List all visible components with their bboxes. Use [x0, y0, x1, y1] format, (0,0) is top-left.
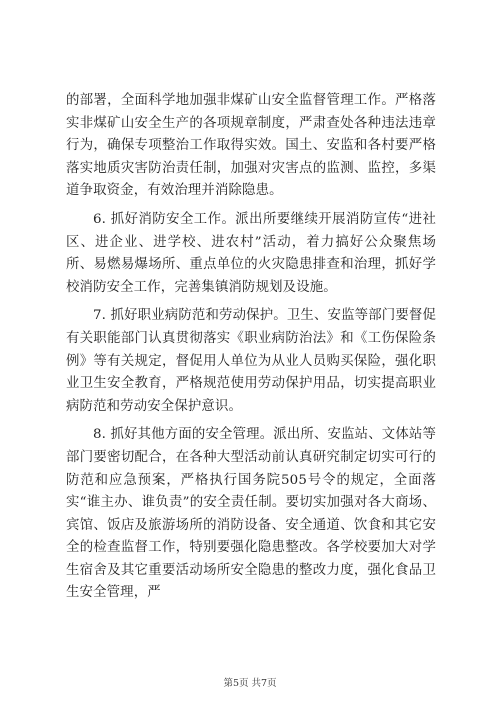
paragraph-mining-safety: 的部署，全面科学地加强非煤矿山安全监督管理工作。严格落实非煤矿山安全生产的各项规章制度，严肃查处各种违法违章行为，确保专项整治工作取得实效。国土、安监和各村要严格落实地质灾害防治责任制，加强对灾害点的监测、监控，多渠道争取资金，有效治理并消除隐患。	[66, 93, 436, 199]
document-body	[66, 90, 436, 611]
page-number-footer: 第5页 共7页	[223, 678, 277, 689]
paragraph-fire-safety: 6. 抓好消防安全工作。派出所要继续开展消防宣传“进社区、进企业、进学校、进农村”活动，着力搞好公众聚焦场所、易燃易爆场所、重点单位的火灾隐患排查和治理，抓好学校消防安全工作，完善集镇消防规划及设施。	[66, 211, 436, 295]
paragraph-occupational-health: 7. 抓好职业病防范和劳动保护。卫生、安监等部门要督促有关职能部门认真贯彻落实《职业病防治法》和《工伤保险条例》等有关规定，督促用人单位为从业人员购买保险，强化职业卫生安全教育，严格规范使用劳动保护用品，切实提高职业病防范和劳动安全保护意识。	[66, 308, 436, 414]
paragraph-other-safety: 8. 抓好其他方面的安全管理。派出所、安监站、文体站等部门要密切配合，在各种大型活动前认真研究制定切实可行的防范和应急预案，严格执行国务院505号令的规定，全面落实“谁主办、谁负责”的安全责任制。要切实加强对各大商场、宾馆、饭店及旅游场所的消防设备、安全通道、饮食和其它安全的检查监督工作，特别要强化隐患整改。各学校要加大对学生宿舍及其它重要活动场所安全隐患的整改力度，强化食品卫生安全管理，严	[66, 427, 436, 601]
